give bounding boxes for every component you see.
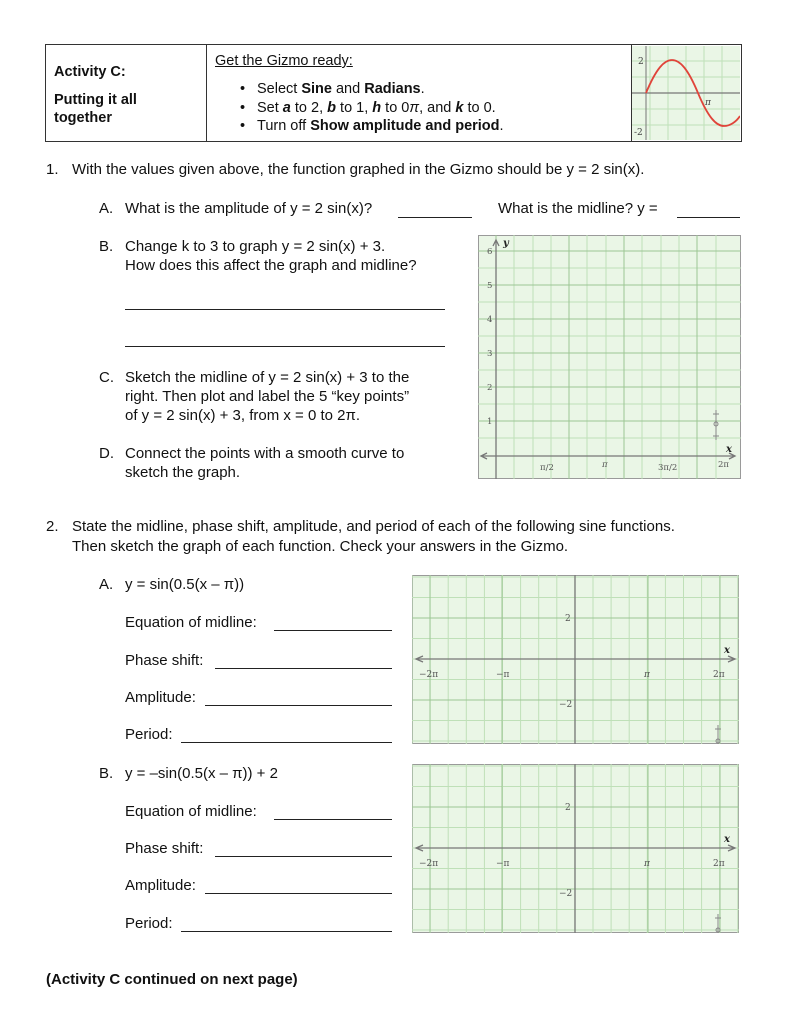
q1a-midline-answer-line[interactable] [677,217,740,218]
q2a-period-label: Period: [125,726,173,743]
q2b-xtick-neg-pi: −π [496,859,510,869]
q2a-letter: A. [99,576,114,593]
q2b-amplitude-answer[interactable] [205,893,392,894]
q2a-sketch-grid[interactable] [412,575,739,744]
header-divider [206,45,207,141]
q1-zoom-control[interactable] [713,410,719,440]
thumb-y-top: 2 [638,57,644,67]
activity-subtitle-2: together [54,110,112,126]
bullet-turn-off: • Turn off Show amplitude and period. [237,117,627,136]
q1d-line2: sketch the graph. [125,464,241,481]
q1a-letter: A. [99,200,114,217]
q2-prompt-line1: State the midline, phase shift, amplitude, and period of each of the following sine functions. [72,518,675,535]
q2a-xtick-pi: π [644,670,650,680]
q2b-xtick-2pi: 2π [713,859,725,869]
q1-ytick-3: 3 [487,349,493,359]
q2a-ytick-2: 2 [565,614,571,624]
q2-number: 2. [46,518,59,535]
q2b-phase-answer[interactable] [215,856,392,857]
activity-title: Activity C: [54,64,126,80]
q2b-equation: y = –sin(0.5(x – π)) + 2 [125,765,278,782]
q2b-period-answer[interactable] [181,931,392,932]
q2b-x-label: x [724,834,730,845]
q1c-line2: right. Then plot and label the 5 “key points” [125,388,410,405]
q1-xtick-pi-2: π/2 [540,463,554,473]
q1-y-label: y [503,238,509,249]
q2a-x-label: x [724,645,730,656]
q1c-letter: C. [99,369,114,386]
q2a-period-answer[interactable] [181,742,392,743]
q1-ytick-5: 5 [487,281,493,291]
q1-number: 1. [46,161,59,178]
continued-note: (Activity C continued on next page) [46,971,298,988]
activity-subtitle-1: Putting it all [54,92,137,108]
q1b-line2: How does this affect the graph and midline? [125,257,417,274]
gizmo-thumbnail-graph [632,46,740,140]
q2b-amplitude-label: Amplitude: [125,877,196,894]
q2a-midline-answer[interactable] [274,630,392,631]
q1a-prompt: What is the amplitude of y = 2 sin(x)? [125,200,373,217]
q2a-equation: y = sin(0.5(x – π)) [125,576,245,593]
q2a-phase-answer[interactable] [215,668,392,669]
q2b-period-label: Period: [125,915,173,932]
q1-xtick-2pi: 2π [718,460,729,470]
q1b-letter: B. [99,238,114,255]
q1-ytick-2: 2 [487,383,493,393]
q2a-phase-label: Phase shift: [125,652,204,669]
q1-ytick-1: 1 [487,417,493,427]
q2a-xtick-neg-pi: −π [496,670,510,680]
q1-xtick-pi: π [602,460,608,470]
q1-ytick-6: 6 [487,247,493,257]
q2b-sketch-grid[interactable] [412,764,739,933]
q2b-xtick-pi: π [644,859,650,869]
q2b-midline-answer[interactable] [274,819,392,820]
q2a-ytick-neg-2: −2 [559,700,573,710]
activity-header-box [45,44,742,142]
gizmo-ready-heading: Get the Gizmo ready: [215,53,353,69]
q2b-phase-label: Phase shift: [125,840,204,857]
bullet-set-values: • Set a to 2, b to 1, h to 0π, and k to 0. [237,99,627,118]
q1b-answer-line-1[interactable] [125,309,445,310]
q1d-letter: D. [99,445,114,462]
q2b-xtick-neg-2pi: −2π [419,859,439,869]
q1d-line1: Connect the points with a smooth curve to [125,445,405,462]
q2a-midline-label: Equation of midline: [125,614,257,631]
q1-prompt: With the values given above, the function graphed in the Gizmo should be y = 2 sin(x). [72,161,645,178]
q2b-letter: B. [99,765,114,782]
bullet-select: • Select Sine and Radians. [237,80,627,99]
q1-sketch-grid[interactable] [478,235,741,479]
q2b-ytick-neg-2: −2 [559,889,573,899]
q1a-answer-line[interactable] [398,217,472,218]
q2b-midline-label: Equation of midline: [125,803,257,820]
thumb-x-pi: π [705,98,711,108]
q1b-answer-line-2[interactable] [125,346,445,347]
q2a-xtick-neg-2pi: −2π [419,670,439,680]
q1-ytick-4: 4 [487,315,493,325]
q2a-amplitude-label: Amplitude: [125,689,196,706]
q1a-midline-prompt: What is the midline? y = [498,200,658,217]
q2a-amplitude-answer[interactable] [205,705,392,706]
q2b-ytick-2: 2 [565,803,571,813]
setup-bullets [237,80,627,136]
q1-x-label: x [726,444,732,455]
thumb-y-bottom: -2 [634,128,643,138]
q1c-line3: of y = 2 sin(x) + 3, from x = 0 to 2π. [125,407,361,424]
q2-prompt-line2: Then sketch the graph of each function. Check your answers in the Gizmo. [72,538,569,555]
q2a-xtick-2pi: 2π [713,670,725,680]
q1-xtick-3pi-2: 3π/2 [658,463,678,473]
q1c-line1: Sketch the midline of y = 2 sin(x) + 3 to the [125,369,410,386]
q1b-line1: Change k to 3 to graph y = 2 sin(x) + 3. [125,238,386,255]
